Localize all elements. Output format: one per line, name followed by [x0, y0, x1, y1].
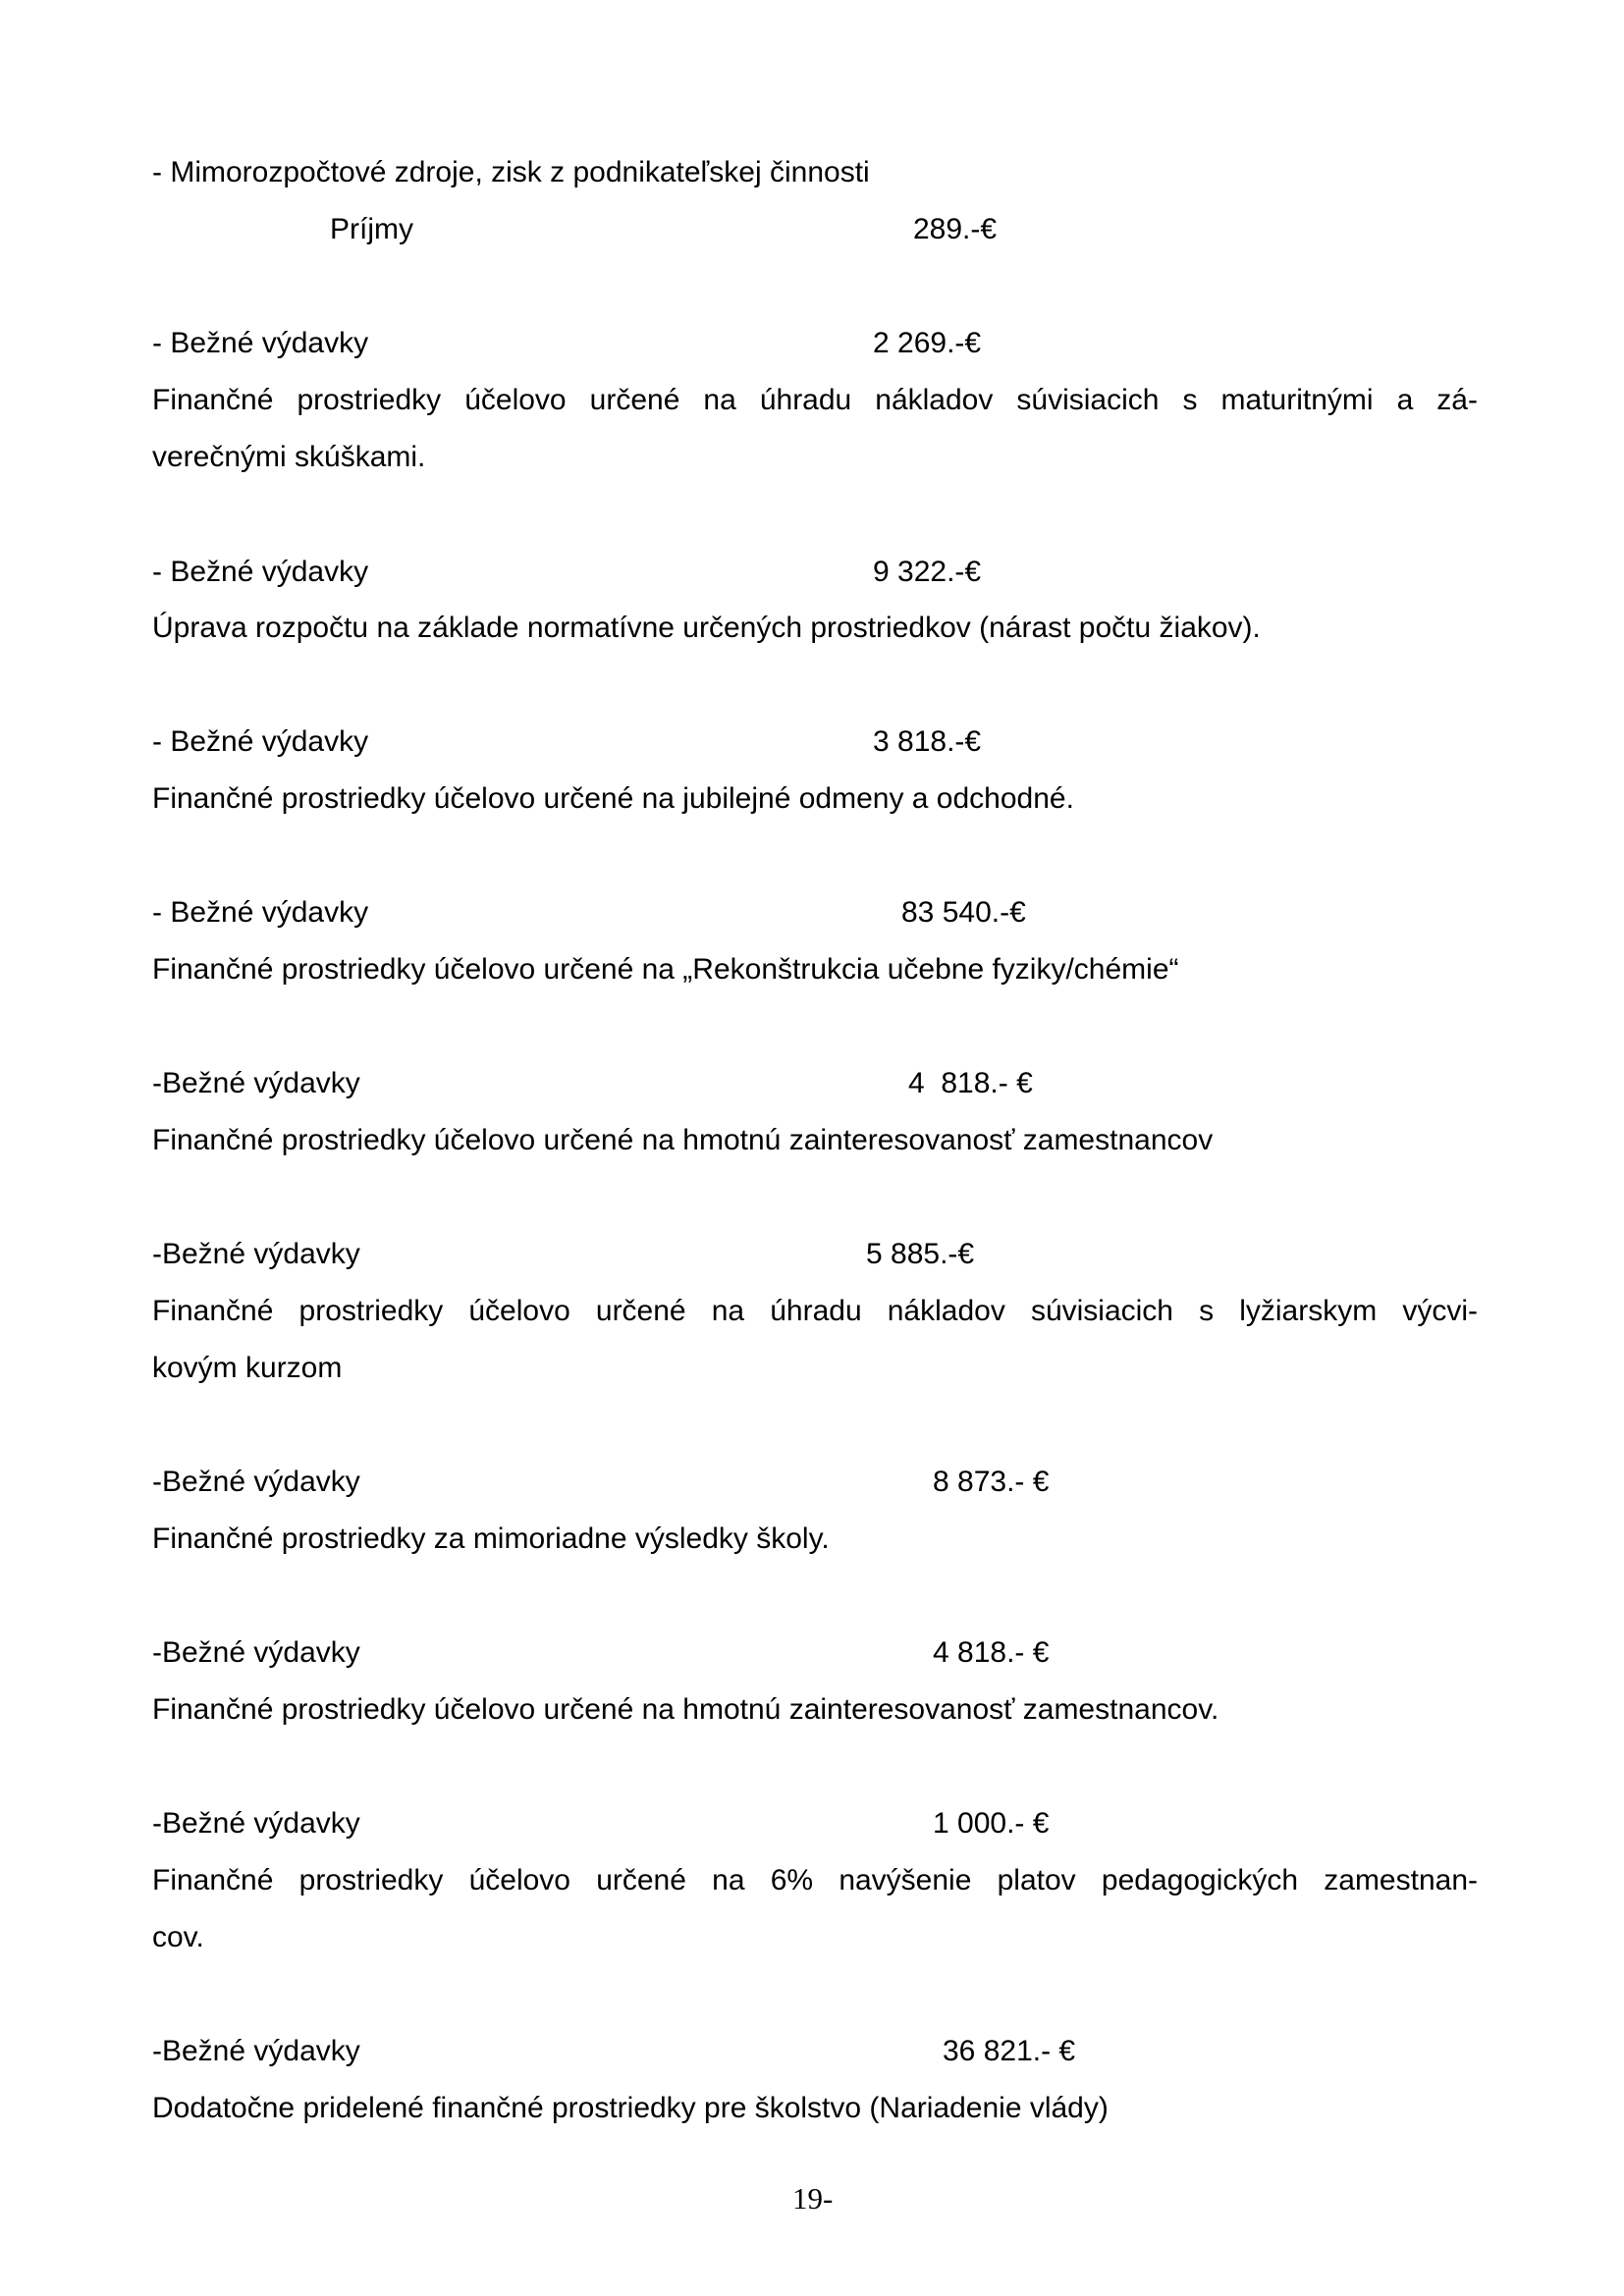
expense-amount: 2 269.-€ [873, 327, 982, 359]
expense-description: verečnými skúškami. [152, 441, 426, 473]
expense-description: Finančné prostriedky účelovo určené na úhradu nákladov súvisiacich s maturitnými a zá- [152, 384, 1478, 416]
section-heading: - Mimorozpočtové zdroje, zisk z podnikateľskej činnosti [152, 156, 870, 188]
expense-amount: 3 818.-€ [873, 725, 982, 758]
expense-description: Finančné prostriedky účelovo určené na 6% navýšenie platov pedagogických zamestnan- [152, 1864, 1478, 1896]
expense-description: Finančné prostriedky účelovo určené na „Rekonštrukcia učebne fyziky/chémie“ [152, 953, 1179, 986]
expense-description: Finančné prostriedky účelovo určené na jubilejné odmeny a odchodné. [152, 782, 1074, 815]
expense-label: -Bežné výdavky [152, 1238, 360, 1270]
expense-label: - Bežné výdavky [152, 556, 369, 588]
expense-label: - Bežné výdavky [152, 896, 369, 929]
expense-description: Úprava rozpočtu na základe normatívne určených prostriedkov (nárast počtu žiakov). [152, 612, 1261, 644]
expense-amount: 36 821.- € [943, 2035, 1076, 2067]
expense-amount: 8 873.- € [933, 1466, 1050, 1498]
expense-label: -Bežné výdavky [152, 1466, 360, 1498]
expense-label: - Bežné výdavky [152, 327, 369, 359]
expense-label: - Bežné výdavky [152, 725, 369, 758]
expense-description: cov. [152, 1921, 204, 1953]
expense-description: Finančné prostriedky účelovo určené na hmotnú zainteresovanosť zamestnancov [152, 1124, 1214, 1156]
expense-amount: 5 885.-€ [866, 1238, 975, 1270]
income-label: Príjmy [330, 213, 413, 245]
expense-label: -Bežné výdavky [152, 1067, 360, 1099]
expense-description: kovým kurzom [152, 1352, 343, 1384]
expense-description: Finančné prostriedky účelovo určené na úhradu nákladov súvisiacich s lyžiarskym výcvi- [152, 1295, 1478, 1327]
expense-description: Finančné prostriedky účelovo určené na hmotnú zainteresovanosť zamestnancov. [152, 1693, 1219, 1726]
expense-amount: 4 818.- € [908, 1067, 1033, 1099]
page-number: 19- [792, 2181, 834, 2216]
income-amount: 289.-€ [913, 213, 998, 245]
expense-label: -Bežné výdavky [152, 1807, 360, 1840]
expense-description: Finančné prostriedky za mimoriadne výsledky školy. [152, 1522, 830, 1555]
expense-amount: 1 000.- € [933, 1807, 1050, 1840]
expense-amount: 4 818.- € [933, 1636, 1050, 1669]
expense-label: -Bežné výdavky [152, 1636, 360, 1669]
expense-amount: 9 322.-€ [873, 556, 982, 588]
expense-amount: 83 540.-€ [901, 896, 1026, 929]
expense-description: Dodatočne pridelené finančné prostriedky pre školstvo (Nariadenie vlády) [152, 2092, 1109, 2124]
expense-label: -Bežné výdavky [152, 2035, 360, 2067]
